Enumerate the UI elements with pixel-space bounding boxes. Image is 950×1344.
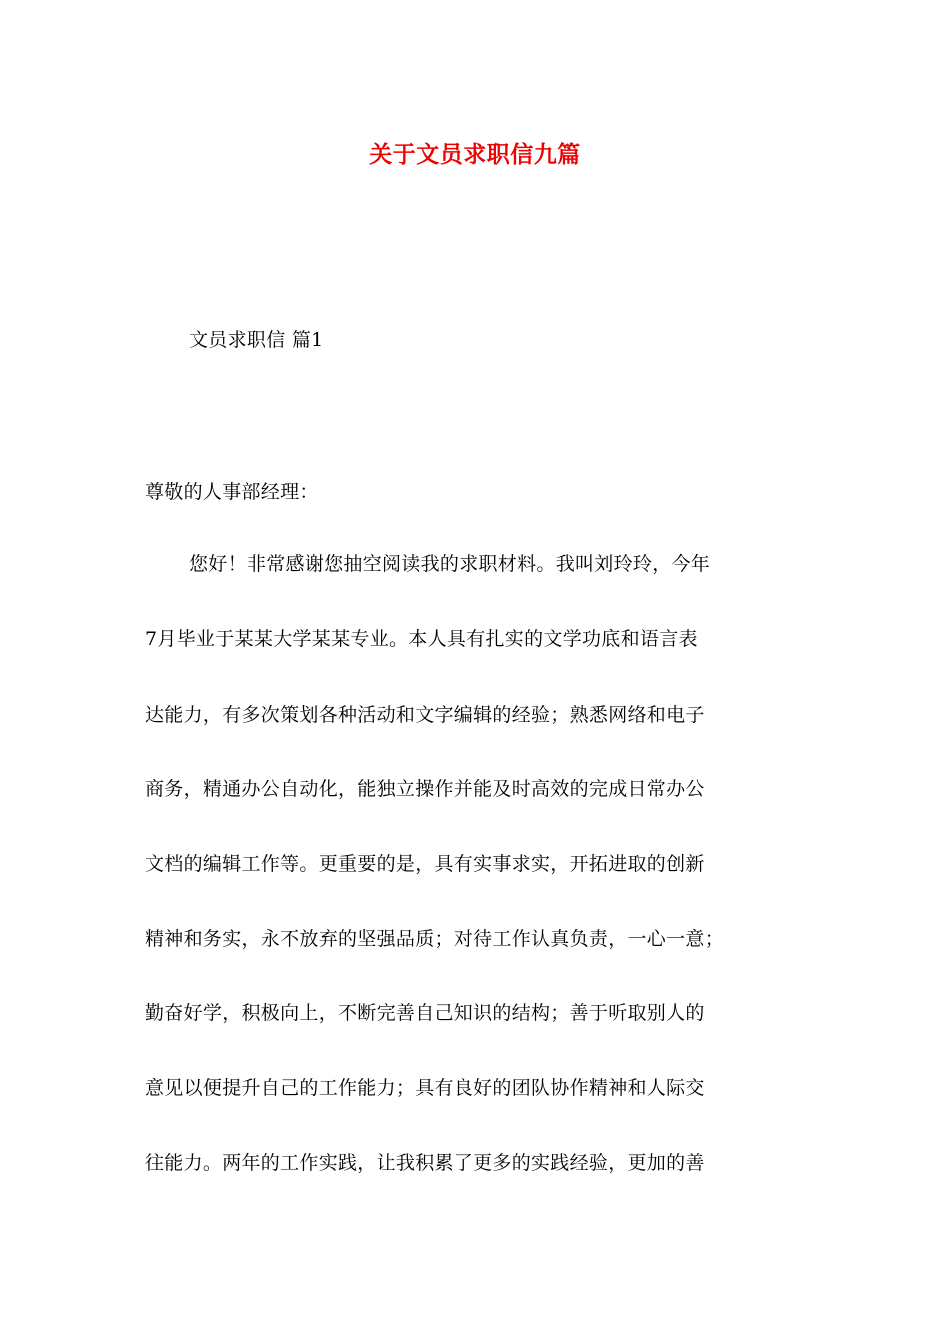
body-line: 商务，精通办公自动化，能独立操作并能及时高效的完成日常办公 <box>145 778 705 800</box>
section-heading: 文员求职信 篇1 <box>189 329 324 351</box>
body-line: 文档的编辑工作等。更重要的是，具有实事求实，开拓进取的创新 <box>145 853 705 875</box>
body-line: 7月毕业于某某大学某某专业。本人具有扎实的文学功底和语言表 <box>145 628 698 650</box>
body-line: 达能力，有多次策划各种活动和文字编辑的经验；熟悉网络和电子 <box>145 704 705 726</box>
body-line: 勤奋好学，积极向上，不断完善自己知识的结构；善于听取别人的 <box>145 1002 705 1024</box>
salutation: 尊敬的人事部经理： <box>145 481 319 503</box>
body-line: 精神和务实，永不放弃的坚强品质；对待工作认真负责，一心一意； <box>145 928 725 950</box>
body-line: 意见以便提升自己的工作能力；具有良好的团队协作精神和人际交 <box>145 1077 705 1099</box>
document-title: 关于文员求职信九篇 <box>369 142 581 168</box>
body-line: 您好！非常感谢您抽空阅读我的求职材料。我叫刘玲玲，今年 <box>189 553 711 575</box>
body-line: 往能力。两年的工作实践，让我积累了更多的实践经验，更加的善 <box>145 1152 705 1174</box>
